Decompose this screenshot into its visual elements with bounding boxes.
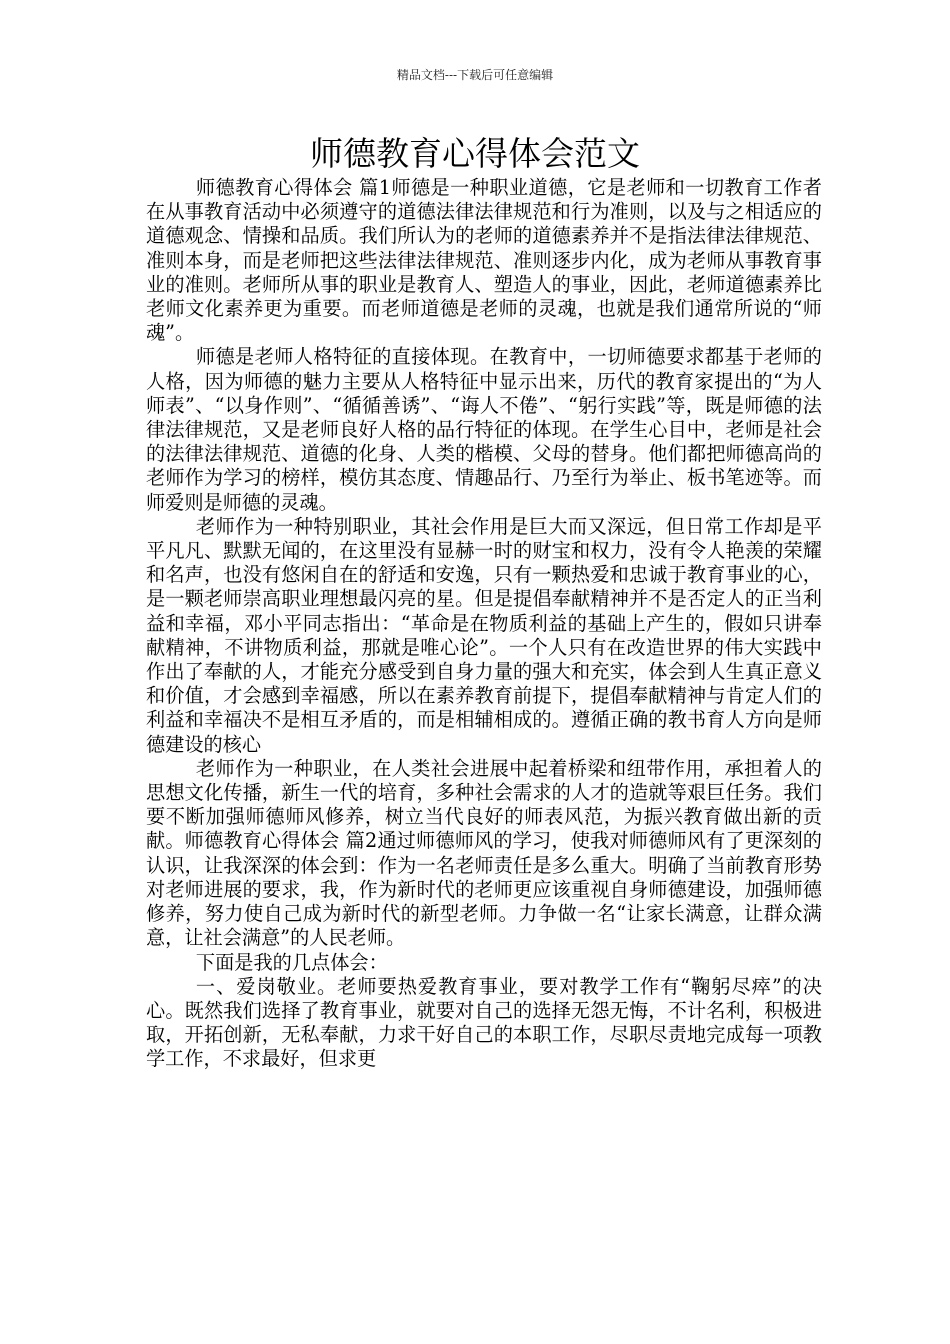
paragraph-4: 老师作为一种职业，在人类社会进展中起着桥梁和纽带作用，承担着人的思想文化传播，新生一代的培育，多种社会需求的人才的造就等艰巨任务。我们要不断加强师德师风修养，树立当代良好的师表风范，为振兴教育做出新的贡献。师德教育心得体会 篇2通过师德师风的学习，使我对师德师风有了更深刻的认识，让我深深的体会到：作为一名老师责任是多么重大。明确了当前教育形势对老师进展的要求，我，作为新时代的老师更应该重视自身师德建设，加强师德修养，努力使自己成为新时代的新型老师。力争做一名“让家长满意，让群众满意，让社会满意”的人民老师。 bbox=[146, 756, 822, 950]
page-header: 精品文档---下载后可任意编辑 bbox=[396, 68, 554, 82]
paragraph-2: 师德是老师人格特征的直接体现。在教育中，一切师德要求都基于老师的人格，因为师德的魅力主要从人格特征中显示出来，历代的教育家提出的“为人师表”、“以身作则”、“循循善诱”、“诲人不倦”、“躬行实践”等，既是师德的法律法律规范，又是老师良好人格的品行特征的体现。在学生心目中，老师是社会的法律法律规范、道德的化身、人类的楷模、父母的替身。他们都把师德高尚的老师作为学习的榜样，模仿其态度、情趣品行、乃至行为举止、板书笔迹等。而师爱则是师德的灵魂。 bbox=[146, 345, 822, 514]
paragraph-1: 师德教育心得体会 篇1师德是一种职业道德，它是老师和一切教育工作者在从事教育活动中必须遵守的道德法律法律规范和行为准则，以及与之相适应的道德观念、情操和品质。我们所认为的老师的道德素养并不是指法律法律规范、准则本身，而是老师把这些法律法律规范、准则逐步内化，成为老师从事教育事业的准则。老师所从事的职业是教育人、塑造人的事业，因此，老师道德素养比老师文化素养更为重要。而老师道德是老师的灵魂，也就是我们通常所说的“师魂”。 bbox=[146, 176, 822, 345]
paragraph-5: 下面是我的几点体会： bbox=[195, 950, 388, 974]
paragraph-3: 老师作为一种特别职业，其社会作用是巨大而又深远，但日常工作却是平平凡凡、默默无闻的，在这里没有显赫一时的财宝和权力，没有令人艳羡的荣耀和名声，也没有悠闲自在的舒适和安逸，只有一颗热爱和忠诚于教育事业的心，是一颗老师崇高职业理想最闪亮的星。但是提倡奉献精神并不是否定人的正当利益和幸福，邓小平同志指出：“革命是在物质利益的基础上产生的，假如只讲奉献精神，不讲物质利益，那就是唯心论”。一个人只有在改造世界的伟大实践中作出了奉献的人，才能充分感受到自身力量的强大和充实，体会到人生真正意义和价值，才会感到幸福感，所以在素养教育前提下，提倡奉献精神与肯定人们的利益和幸福决不是相互矛盾的，而是相辅相成的。遵循正确的教书育人方向是师德建设的核心 bbox=[146, 514, 822, 756]
paragraph-6: 一、爱岗敬业。老师要热爱教育事业，要对教学工作有“鞠躬尽瘁”的决心。既然我们选择了教育事业，就要对自己的选择无怨无悔，不计名利，积极进取，开拓创新，无私奉献，力求干好自己的本职工作，尽职尽责地完成每一项教学工作，不求最好，但求更 bbox=[146, 974, 822, 1071]
document-title: 师德教育心得体会范文 bbox=[310, 134, 640, 173]
document-body bbox=[146, 176, 822, 1072]
